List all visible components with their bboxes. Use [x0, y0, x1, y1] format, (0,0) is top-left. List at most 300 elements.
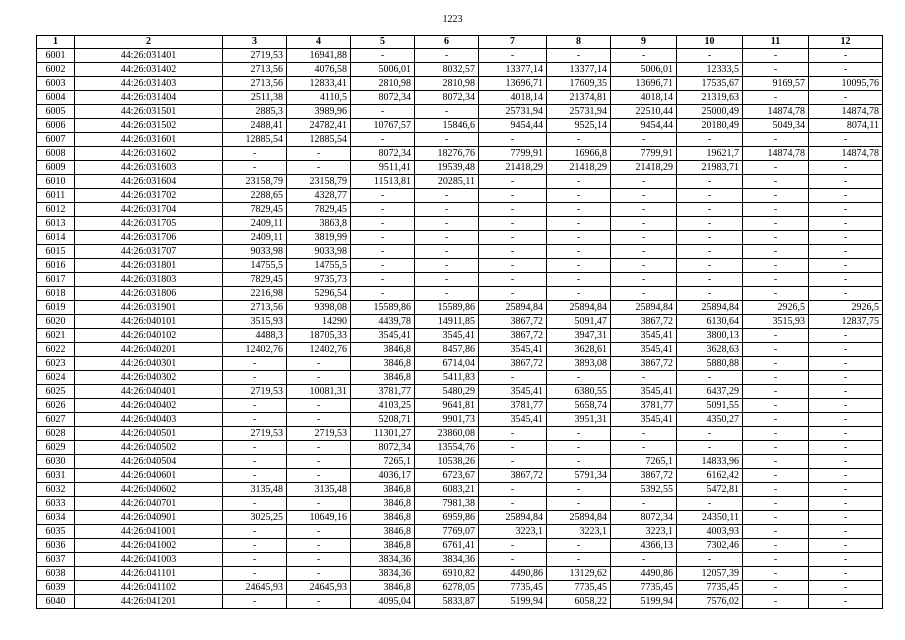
- table-cell: 4095,04: [351, 595, 415, 609]
- table-cell: -: [611, 217, 677, 231]
- table-cell: 44:26:031502: [75, 119, 223, 133]
- table-cell: 5296,54: [287, 287, 351, 301]
- table-cell: 9398,08: [287, 301, 351, 315]
- table-cell: 4018,14: [611, 91, 677, 105]
- table-cell: -: [677, 273, 743, 287]
- table-cell: 23860,08: [415, 427, 479, 441]
- table-cell: 25894,84: [547, 301, 611, 315]
- table-cell: 4003,93: [677, 525, 743, 539]
- table-cell: -: [743, 343, 809, 357]
- table-cell: -: [415, 105, 479, 119]
- table-cell: 3846,8: [351, 483, 415, 497]
- table-cell: -: [677, 441, 743, 455]
- table-cell: -: [479, 553, 547, 567]
- table-cell: -: [809, 63, 883, 77]
- table-cell: 10649,16: [287, 511, 351, 525]
- table-cell: -: [809, 217, 883, 231]
- table-cell: -: [743, 259, 809, 273]
- table-cell: 2719,53: [223, 427, 287, 441]
- table-cell: 4350,27: [677, 413, 743, 427]
- table-cell: 7302,46: [677, 539, 743, 553]
- table-cell: 9169,57: [743, 77, 809, 91]
- table-cell: 5006,01: [611, 63, 677, 77]
- table-cell: -: [809, 133, 883, 147]
- table-cell: 44:26:031601: [75, 133, 223, 147]
- table-cell: -: [223, 469, 287, 483]
- table-cell: -: [223, 567, 287, 581]
- table-cell: -: [287, 539, 351, 553]
- table-cell: -: [479, 483, 547, 497]
- table-cell: 6037: [37, 553, 75, 567]
- table-cell: -: [743, 525, 809, 539]
- table-cell: -: [415, 287, 479, 301]
- table-cell: -: [611, 49, 677, 63]
- table-cell: 2810,98: [351, 77, 415, 91]
- table-cell: -: [547, 427, 611, 441]
- column-header-1: 1: [37, 36, 75, 49]
- table-cell: 6437,29: [677, 385, 743, 399]
- table-cell: -: [547, 245, 611, 259]
- table-cell: 6008: [37, 147, 75, 161]
- table-cell: -: [809, 595, 883, 609]
- table-cell: 3515,93: [743, 315, 809, 329]
- table-cell: -: [547, 441, 611, 455]
- table-row: [37, 357, 883, 371]
- table-cell: -: [677, 259, 743, 273]
- table-cell: -: [287, 525, 351, 539]
- table-cell: -: [743, 203, 809, 217]
- table-cell: -: [743, 175, 809, 189]
- table-cell: 6024: [37, 371, 75, 385]
- table-cell: 14833,96: [677, 455, 743, 469]
- table-cell: 12833,41: [287, 77, 351, 91]
- table-cell: 25000,49: [677, 105, 743, 119]
- table-cell: 6011: [37, 189, 75, 203]
- table-cell: 4103,25: [351, 399, 415, 413]
- table-cell: 7265,1: [611, 455, 677, 469]
- table-cell: -: [611, 441, 677, 455]
- table-cell: 6014: [37, 231, 75, 245]
- table-cell: 8457,86: [415, 343, 479, 357]
- table-cell: -: [351, 245, 415, 259]
- table-cell: 44:26:040403: [75, 413, 223, 427]
- table-cell: -: [547, 259, 611, 273]
- table-cell: -: [677, 189, 743, 203]
- table-cell: -: [809, 245, 883, 259]
- table-row: [37, 497, 883, 511]
- table-cell: 10767,57: [351, 119, 415, 133]
- table-cell: 8074,11: [809, 119, 883, 133]
- table-cell: 6031: [37, 469, 75, 483]
- table-cell: 21418,29: [479, 161, 547, 175]
- table-cell: 12885,54: [223, 133, 287, 147]
- table-row: [37, 301, 883, 315]
- table-cell: -: [415, 259, 479, 273]
- table-cell: 3846,8: [351, 371, 415, 385]
- table-cell: -: [223, 553, 287, 567]
- table-cell: 3867,72: [611, 469, 677, 483]
- table-cell: 2810,98: [415, 77, 479, 91]
- table-cell: 2488,41: [223, 119, 287, 133]
- table-cell: 3135,48: [287, 483, 351, 497]
- table-cell: 6003: [37, 77, 75, 91]
- table-cell: -: [287, 595, 351, 609]
- table-row: [37, 371, 883, 385]
- table-cell: 5480,29: [415, 385, 479, 399]
- table-cell: 14874,78: [809, 147, 883, 161]
- table-cell: 6162,42: [677, 469, 743, 483]
- table-cell: -: [743, 231, 809, 245]
- table-cell: 12885,54: [287, 133, 351, 147]
- table-row: [37, 553, 883, 567]
- table-cell: -: [611, 273, 677, 287]
- table-cell: -: [677, 175, 743, 189]
- table-cell: 6033: [37, 497, 75, 511]
- table-cell: 7769,07: [415, 525, 479, 539]
- table-cell: 6028: [37, 427, 75, 441]
- column-header-8: 8: [547, 36, 611, 49]
- column-header-9: 9: [611, 36, 677, 49]
- table-cell: 2713,56: [223, 301, 287, 315]
- table-cell: 44:26:031706: [75, 231, 223, 245]
- table-row: [37, 399, 883, 413]
- table-cell: 6032: [37, 483, 75, 497]
- table-cell: 9641,81: [415, 399, 479, 413]
- table-row: [37, 231, 883, 245]
- table-cell: -: [809, 483, 883, 497]
- table-row: [37, 273, 883, 287]
- table-cell: 6005: [37, 105, 75, 119]
- table-cell: -: [611, 371, 677, 385]
- table-cell: -: [547, 133, 611, 147]
- table-cell: 24782,41: [287, 119, 351, 133]
- table-cell: -: [809, 91, 883, 105]
- table-cell: 5199,94: [611, 595, 677, 609]
- table-row: [37, 469, 883, 483]
- table-cell: -: [223, 147, 287, 161]
- table-cell: 19621,7: [677, 147, 743, 161]
- table-cell: -: [547, 371, 611, 385]
- table-cell: -: [547, 217, 611, 231]
- table-cell: 2885,3: [223, 105, 287, 119]
- table-cell: -: [809, 273, 883, 287]
- table-cell: -: [743, 553, 809, 567]
- table-cell: 4366,13: [611, 539, 677, 553]
- table-cell: 2409,11: [223, 217, 287, 231]
- table-cell: -: [479, 245, 547, 259]
- table-cell: 3846,8: [351, 357, 415, 371]
- table-cell: -: [743, 133, 809, 147]
- table-cell: 44:26:040502: [75, 441, 223, 455]
- table-cell: -: [415, 133, 479, 147]
- table-cell: 6723,67: [415, 469, 479, 483]
- table-cell: 13696,71: [479, 77, 547, 91]
- table-cell: -: [547, 497, 611, 511]
- table-cell: -: [547, 553, 611, 567]
- table-cell: 3781,77: [351, 385, 415, 399]
- table-cell: 10081,31: [287, 385, 351, 399]
- table-cell: 9525,14: [547, 119, 611, 133]
- table-cell: 2719,53: [223, 385, 287, 399]
- table-cell: 3951,31: [547, 413, 611, 427]
- table-cell: 44:26:041003: [75, 553, 223, 567]
- table-cell: -: [287, 553, 351, 567]
- table-cell: 5006,01: [351, 63, 415, 77]
- table-cell: -: [223, 161, 287, 175]
- table-cell: -: [743, 581, 809, 595]
- table-cell: -: [809, 469, 883, 483]
- table-cell: 3025,25: [223, 511, 287, 525]
- table-cell: 20285,11: [415, 175, 479, 189]
- table-cell: 7829,45: [223, 273, 287, 287]
- table-cell: 8072,34: [415, 91, 479, 105]
- table-cell: -: [677, 427, 743, 441]
- table-cell: -: [223, 525, 287, 539]
- table-cell: 6013: [37, 217, 75, 231]
- table-cell: 13129,62: [547, 567, 611, 581]
- table-cell: 44:26:040402: [75, 399, 223, 413]
- table-cell: 4490,86: [611, 567, 677, 581]
- table-cell: -: [809, 175, 883, 189]
- table-row: [37, 329, 883, 343]
- table-cell: 5091,55: [677, 399, 743, 413]
- column-header-12: 12: [809, 36, 883, 49]
- table-cell: -: [479, 539, 547, 553]
- table-row: [37, 63, 883, 77]
- table-cell: -: [547, 287, 611, 301]
- column-header-11: 11: [743, 36, 809, 49]
- table-cell: -: [611, 175, 677, 189]
- table-row: [37, 91, 883, 105]
- table-cell: 3867,72: [479, 315, 547, 329]
- table-cell: -: [287, 469, 351, 483]
- table-cell: 18705,33: [287, 329, 351, 343]
- table-cell: 3819,99: [287, 231, 351, 245]
- table-cell: 9735,73: [287, 273, 351, 287]
- column-header-2: 2: [75, 36, 223, 49]
- table-cell: 3781,77: [611, 399, 677, 413]
- table-cell: -: [809, 203, 883, 217]
- table-cell: -: [287, 567, 351, 581]
- table-cell: 6910,82: [415, 567, 479, 581]
- table-cell: -: [351, 49, 415, 63]
- table-cell: 6761,41: [415, 539, 479, 553]
- table-cell: 44:26:031403: [75, 77, 223, 91]
- table-cell: 2288,65: [223, 189, 287, 203]
- table-cell: -: [677, 371, 743, 385]
- table-cell: -: [547, 189, 611, 203]
- table-cell: 6016: [37, 259, 75, 273]
- table-cell: 44:26:031801: [75, 259, 223, 273]
- table-cell: -: [287, 441, 351, 455]
- table-cell: 3545,41: [479, 385, 547, 399]
- table-cell: -: [743, 91, 809, 105]
- table-cell: -: [809, 581, 883, 595]
- table-cell: 3867,72: [479, 357, 547, 371]
- table-cell: 11301,27: [351, 427, 415, 441]
- table-cell: 44:26:040101: [75, 315, 223, 329]
- table-cell: -: [479, 497, 547, 511]
- table-cell: -: [479, 49, 547, 63]
- table-cell: 44:26:041201: [75, 595, 223, 609]
- table-cell: 6380,55: [547, 385, 611, 399]
- table-cell: -: [743, 413, 809, 427]
- table-cell: 4018,14: [479, 91, 547, 105]
- table-cell: 6017: [37, 273, 75, 287]
- table-cell: -: [351, 203, 415, 217]
- table-cell: -: [677, 133, 743, 147]
- table-row: [37, 49, 883, 63]
- table-cell: 3846,8: [351, 343, 415, 357]
- table-cell: -: [547, 49, 611, 63]
- table-cell: 3545,41: [479, 343, 547, 357]
- table-cell: 14290: [287, 315, 351, 329]
- table-cell: 14911,85: [415, 315, 479, 329]
- table-cell: -: [547, 539, 611, 553]
- table-row: [37, 245, 883, 259]
- table-cell: -: [743, 371, 809, 385]
- table-cell: 13377,14: [479, 63, 547, 77]
- table-cell: 3545,41: [611, 343, 677, 357]
- table-cell: -: [351, 273, 415, 287]
- table-cell: 2926,5: [809, 301, 883, 315]
- table-cell: -: [415, 273, 479, 287]
- table-cell: 21983,71: [677, 161, 743, 175]
- table-cell: -: [415, 245, 479, 259]
- table-cell: 6035: [37, 525, 75, 539]
- table-cell: -: [743, 511, 809, 525]
- table-cell: 9511,41: [351, 161, 415, 175]
- table-cell: -: [223, 413, 287, 427]
- table-cell: 24350,11: [677, 511, 743, 525]
- table-row: [37, 343, 883, 357]
- table-cell: 5091,47: [547, 315, 611, 329]
- table-cell: -: [809, 399, 883, 413]
- table-cell: -: [223, 595, 287, 609]
- table-cell: -: [743, 189, 809, 203]
- table-cell: -: [287, 161, 351, 175]
- table-cell: 10538,26: [415, 455, 479, 469]
- table-row: [37, 259, 883, 273]
- table-cell: 9454,44: [611, 119, 677, 133]
- table-cell: 5791,34: [547, 469, 611, 483]
- table-cell: 2719,53: [223, 49, 287, 63]
- table-cell: 3846,8: [351, 511, 415, 525]
- table-cell: 25894,84: [547, 511, 611, 525]
- table-cell: -: [743, 469, 809, 483]
- table-cell: 24645,93: [287, 581, 351, 595]
- table-cell: -: [547, 483, 611, 497]
- column-header-5: 5: [351, 36, 415, 49]
- table-cell: 7576,02: [677, 595, 743, 609]
- table-cell: 44:26:031401: [75, 49, 223, 63]
- column-header-3: 3: [223, 36, 287, 49]
- cadastral-value-table: [36, 35, 883, 609]
- table-cell: 3545,41: [611, 385, 677, 399]
- table-cell: -: [809, 231, 883, 245]
- table-cell: 4076,58: [287, 63, 351, 77]
- table-cell: -: [351, 217, 415, 231]
- table-cell: 3545,41: [611, 329, 677, 343]
- table-row: [37, 287, 883, 301]
- table-cell: 3846,8: [351, 539, 415, 553]
- table-cell: -: [547, 231, 611, 245]
- table-cell: -: [809, 553, 883, 567]
- table-cell: 10095,76: [809, 77, 883, 91]
- table-cell: -: [809, 49, 883, 63]
- table-cell: -: [479, 217, 547, 231]
- table-cell: -: [479, 371, 547, 385]
- table-cell: -: [743, 49, 809, 63]
- table-cell: 14874,78: [809, 105, 883, 119]
- table-cell: -: [415, 217, 479, 231]
- table-cell: -: [479, 455, 547, 469]
- table-cell: 3893,08: [547, 357, 611, 371]
- table-cell: -: [743, 441, 809, 455]
- table-cell: -: [743, 539, 809, 553]
- table-cell: 6007: [37, 133, 75, 147]
- table-cell: 7981,38: [415, 497, 479, 511]
- table-cell: -: [611, 427, 677, 441]
- table-cell: -: [611, 553, 677, 567]
- table-cell: 15846,6: [415, 119, 479, 133]
- table-cell: -: [547, 203, 611, 217]
- table-row: [37, 525, 883, 539]
- table-row: [37, 77, 883, 91]
- table-cell: 6004: [37, 91, 75, 105]
- table-cell: -: [743, 63, 809, 77]
- table-cell: 3863,8: [287, 217, 351, 231]
- table-cell: 44:26:040301: [75, 357, 223, 371]
- table-cell: 6714,04: [415, 357, 479, 371]
- table-cell: -: [611, 245, 677, 259]
- table-cell: 22510,44: [611, 105, 677, 119]
- table-cell: 6027: [37, 413, 75, 427]
- table-cell: 44:26:041102: [75, 581, 223, 595]
- table-cell: 6009: [37, 161, 75, 175]
- table-cell: 6010: [37, 175, 75, 189]
- table-cell: -: [743, 497, 809, 511]
- table-cell: -: [547, 455, 611, 469]
- table-cell: 6130,64: [677, 315, 743, 329]
- table-cell: 9033,98: [287, 245, 351, 259]
- table-cell: -: [677, 497, 743, 511]
- table-cell: 23158,79: [223, 175, 287, 189]
- table-cell: -: [809, 497, 883, 511]
- table-row: [37, 441, 883, 455]
- table-cell: 44:26:031702: [75, 189, 223, 203]
- table-cell: 44:26:031402: [75, 63, 223, 77]
- table-cell: -: [223, 399, 287, 413]
- table-cell: 44:26:041001: [75, 525, 223, 539]
- table-cell: -: [677, 231, 743, 245]
- table-row: [37, 483, 883, 497]
- table-cell: 21374,81: [547, 91, 611, 105]
- table-cell: 3628,61: [547, 343, 611, 357]
- table-cell: -: [809, 189, 883, 203]
- table-cell: 5880,88: [677, 357, 743, 371]
- table-cell: 44:26:031901: [75, 301, 223, 315]
- table-cell: 44:26:031603: [75, 161, 223, 175]
- table-cell: 5833,87: [415, 595, 479, 609]
- table-cell: 2719,53: [287, 427, 351, 441]
- table-cell: -: [611, 287, 677, 301]
- table-cell: 2216,98: [223, 287, 287, 301]
- table-cell: 6036: [37, 539, 75, 553]
- table-cell: -: [809, 441, 883, 455]
- table-cell: 4488,3: [223, 329, 287, 343]
- table-cell: 8072,34: [351, 147, 415, 161]
